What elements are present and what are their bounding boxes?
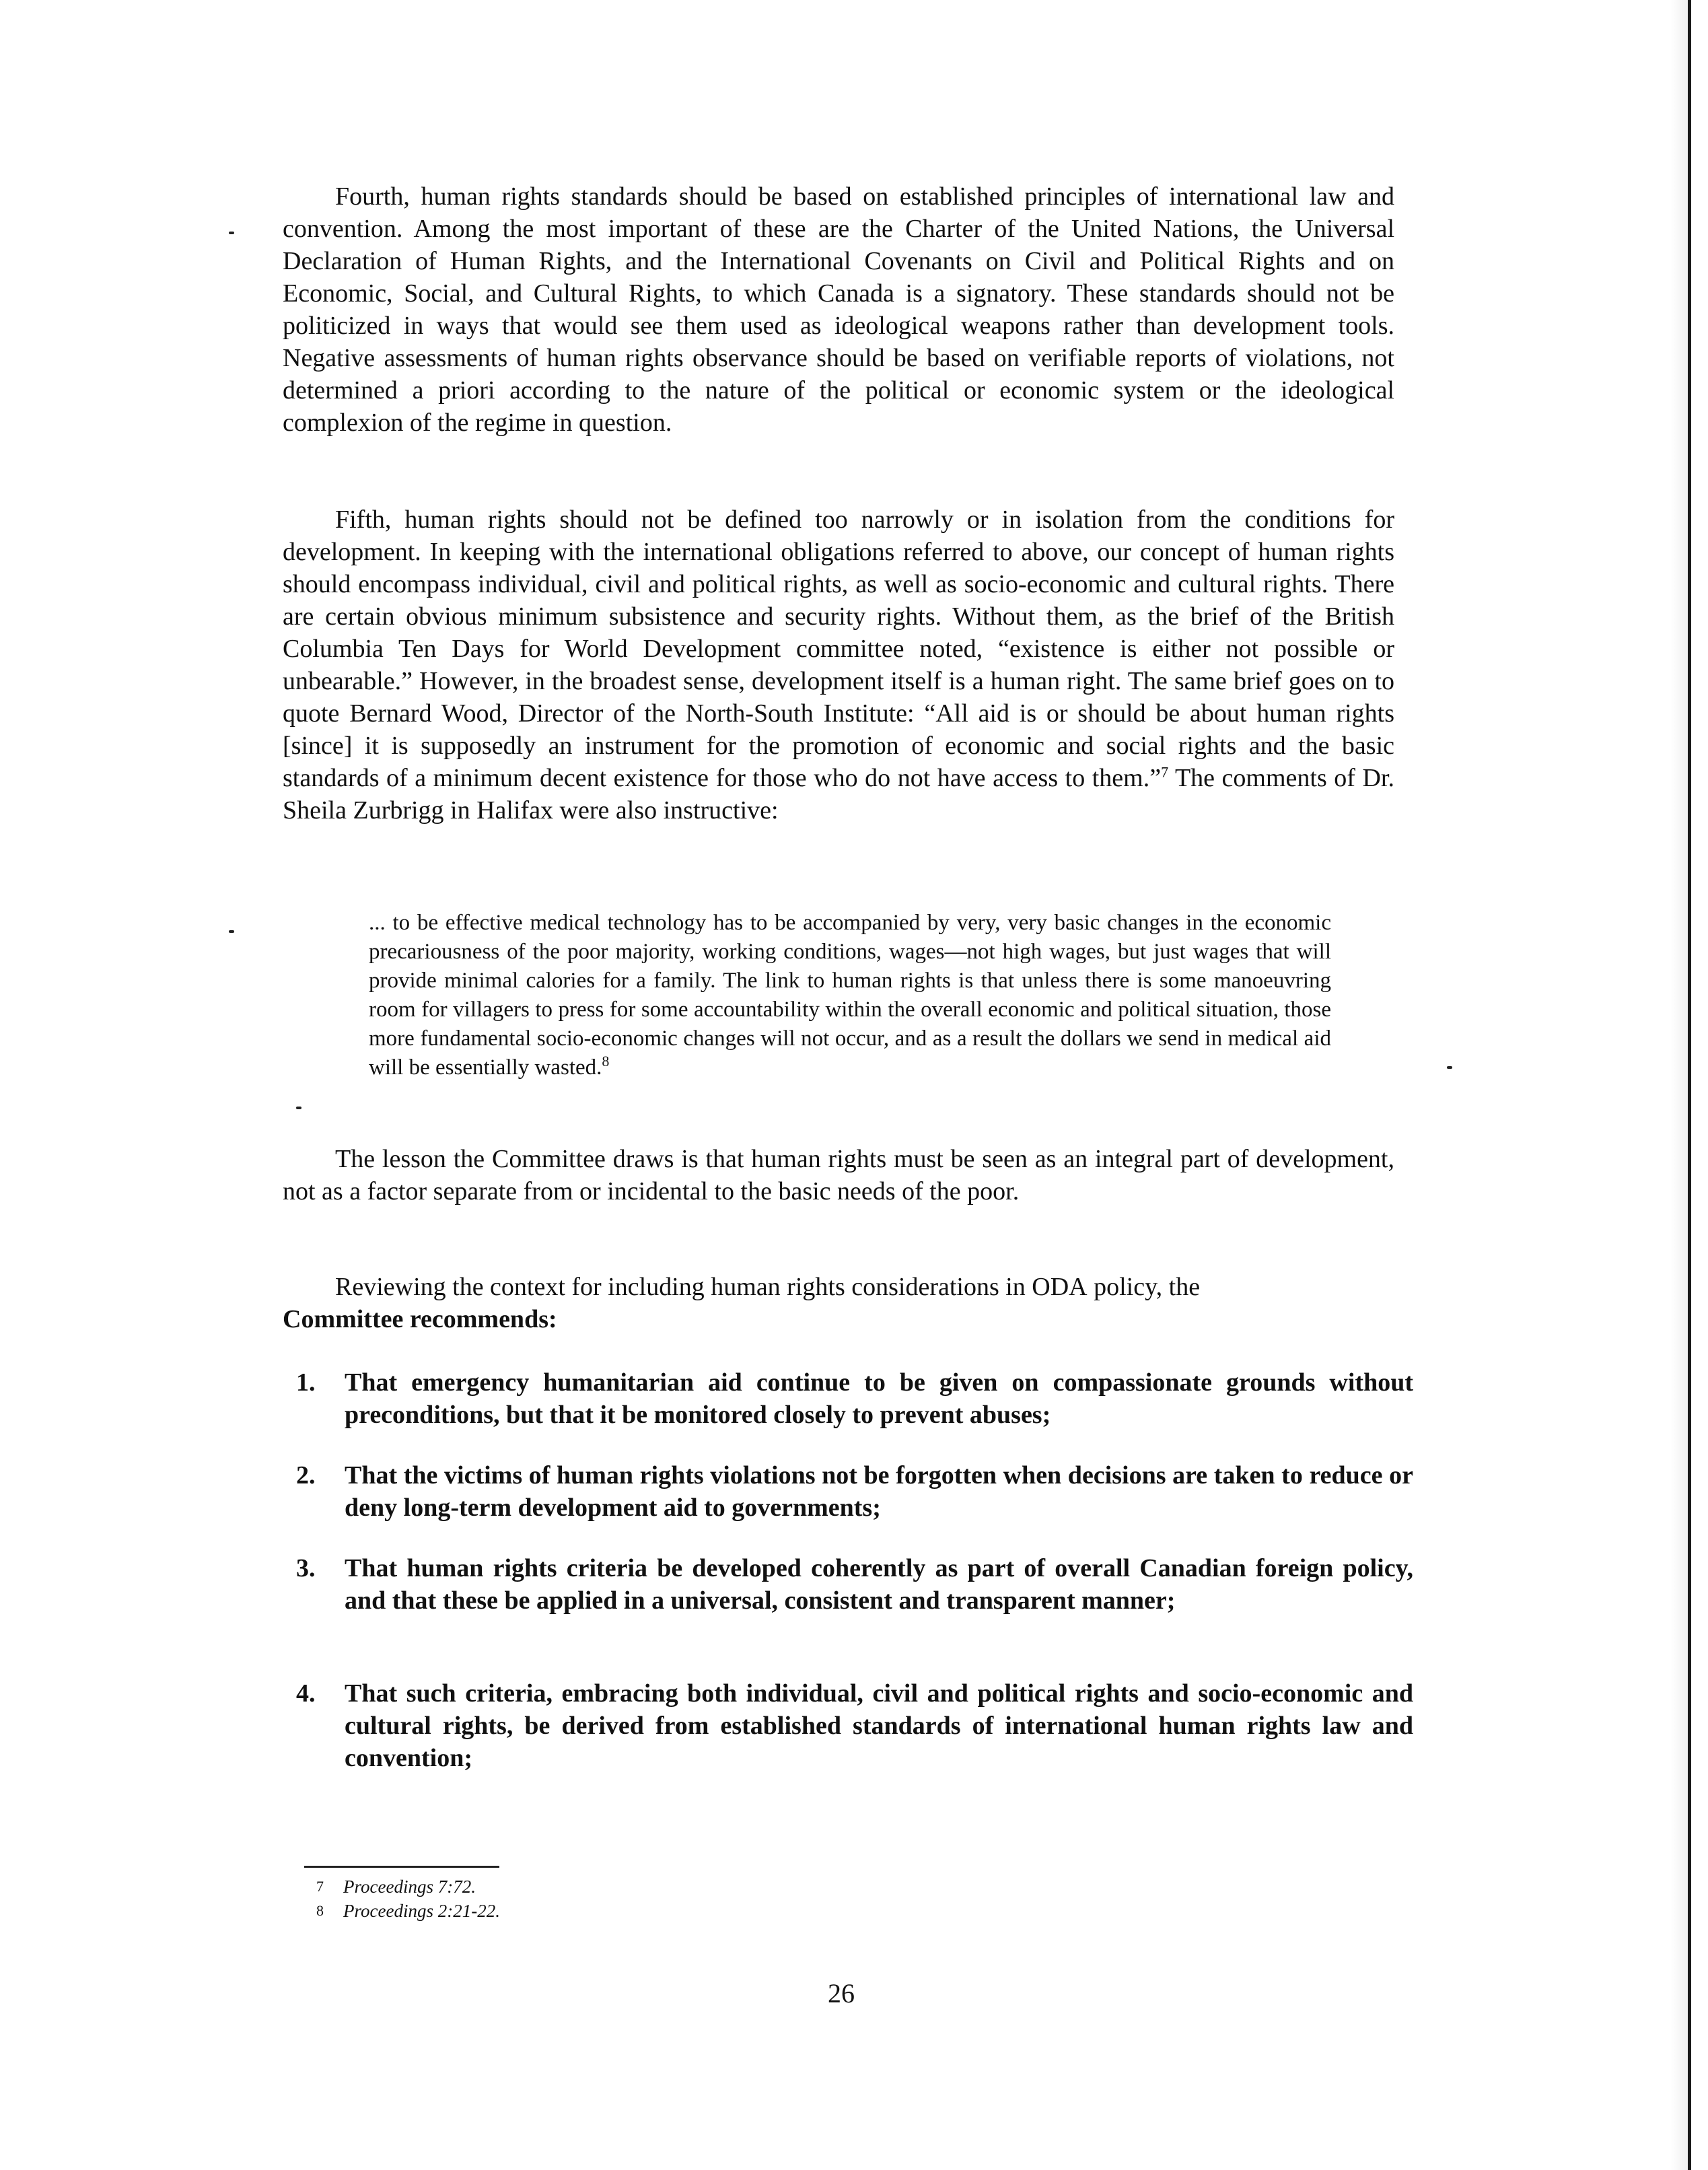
footnote-ref-7: 7 <box>1161 763 1169 781</box>
recommendation-text: That such criteria, embracing both individual, civil and political rights and socio-economic and cultural rights, be derived from established standards of international human rights law and convention; <box>345 1679 1413 1772</box>
paragraph-lesson-text: The lesson the Committee draws is that human rights must be seen as an integral part of development, not as a factor separate from or incidental to the basic needs of the poor. <box>283 1145 1394 1205</box>
scan-edge-line <box>1688 0 1691 2170</box>
recommendation-text: That emergency humanitarian aid continue to be given on compassionate grounds without preconditions, but that it be monitored closely to prevent abuses; <box>345 1368 1413 1429</box>
footnote-mark: 8 <box>316 1902 324 1919</box>
paragraph-fifth-text: Fifth, human rights should not be defined too narrowly or in isolation from the conditions for development. In keeping with the international obligations referred to above, our concept of human rights should encompass individual, civil and political rights, as well as socio-economic and cultural rights. There are certain obvious minimum subsistence and security rights. Without them, as the brief of the British Columbia Ten Days for World Development committee noted, “existence is either not possible or unbearable.” However, in the broadest sense, development itself is a human right. The same brief goes on to quote Bernard Wood, Director of the North-South Institute: “All aid is or should be about human rights [since] it is supposedly an instrument for the promotion of economic and social rights and the basic standards of a minimum decent existence for those who do not have access to them.” <box>283 505 1394 792</box>
recommendation-text: That human rights criteria be developed coherently as part of overall Canadian foreign policy, and that these be applied in a universal, consistent and transparent manner; <box>345 1554 1413 1615</box>
footnote-separator <box>304 1866 499 1868</box>
scan-speck <box>229 930 234 933</box>
paragraph-fifth <box>283 503 1394 827</box>
paragraph-reviewing-start: Reviewing the context for including human rights considerations in <box>335 1273 1032 1301</box>
recommendation-number: 4. <box>296 1679 316 1708</box>
footnote-ref-8: 8 <box>602 1053 610 1070</box>
paragraph-fourth <box>283 180 1394 439</box>
footnote <box>316 1875 476 1898</box>
paragraph-reviewing <box>283 1271 1394 1335</box>
footnote-source: Proceedings <box>343 1901 433 1921</box>
recommendation-number: 3. <box>296 1554 316 1582</box>
recommendation-item <box>296 1552 1413 1617</box>
footnote-pages: 2:21-22. <box>437 1901 500 1921</box>
scan-speck <box>1447 1066 1452 1069</box>
recommendation-number: 2. <box>296 1461 316 1490</box>
scan-edge-shadow <box>1670 0 1688 2170</box>
paragraph-lesson <box>283 1143 1394 1208</box>
recommendation-item <box>296 1366 1413 1431</box>
block-quote-text: ... to be effective medical technology has to be accompanied by very, very basic changes in the economic precariousness of the poor majority, working conditions, wages—not high wages, but just wages that will provide minimal calories for a family. The link to human rights is that unless there is some manoeuvring room for villagers to press for some accountability within the overall economic and political situation, those more fundamental socio-economic changes will not occur, and as a result the dollars we send in medical aid will be essentially wasted. <box>369 911 1331 1080</box>
oda-abbreviation: ODA <box>1032 1273 1088 1301</box>
recommendation-number: 1. <box>296 1368 316 1397</box>
paragraph-reviewing-mid: policy, the <box>1087 1273 1201 1301</box>
scan-speck <box>296 1107 301 1109</box>
footnote-source: Proceedings <box>343 1877 433 1897</box>
footnote-mark: 7 <box>316 1878 324 1895</box>
recommendation-text: That the victims of human rights violations not be forgotten when decisions are taken to reduce or deny long-term development aid to governments; <box>345 1461 1413 1522</box>
recommendation-item <box>296 1459 1413 1524</box>
paragraph-fifth-tail: The comments of Dr. Sheila Zurbrigg in Halifax were also instructive: <box>283 764 1394 825</box>
block-quote <box>369 909 1331 1082</box>
footnote-pages: 7:72. <box>437 1877 476 1897</box>
committee-recommends-heading: Committee recommends: <box>283 1305 557 1333</box>
paragraph-fourth-text: Fourth, human rights standards should be based on established principles of international law and convention. Among the most important of these are the Charter of the United Nations, the Universal Declaration of Human Rights, and the International Covenants on Civil and Political Rights and on Economic, Social, and Cultural Rights, to which Canada is a signatory. These standards should not be politicized in ways that would see them used as ideological weapons rather than development tools. Negative assessments of human rights observance should be based on verifiable reports of violations, not determined a priori according to the nature of the political or economic system or the ideological complexion of the regime in question. <box>283 182 1394 437</box>
recommendation-item <box>296 1677 1413 1774</box>
scan-speck <box>229 232 234 234</box>
footnote <box>316 1899 500 1922</box>
page-number: 26 <box>828 1978 855 2008</box>
